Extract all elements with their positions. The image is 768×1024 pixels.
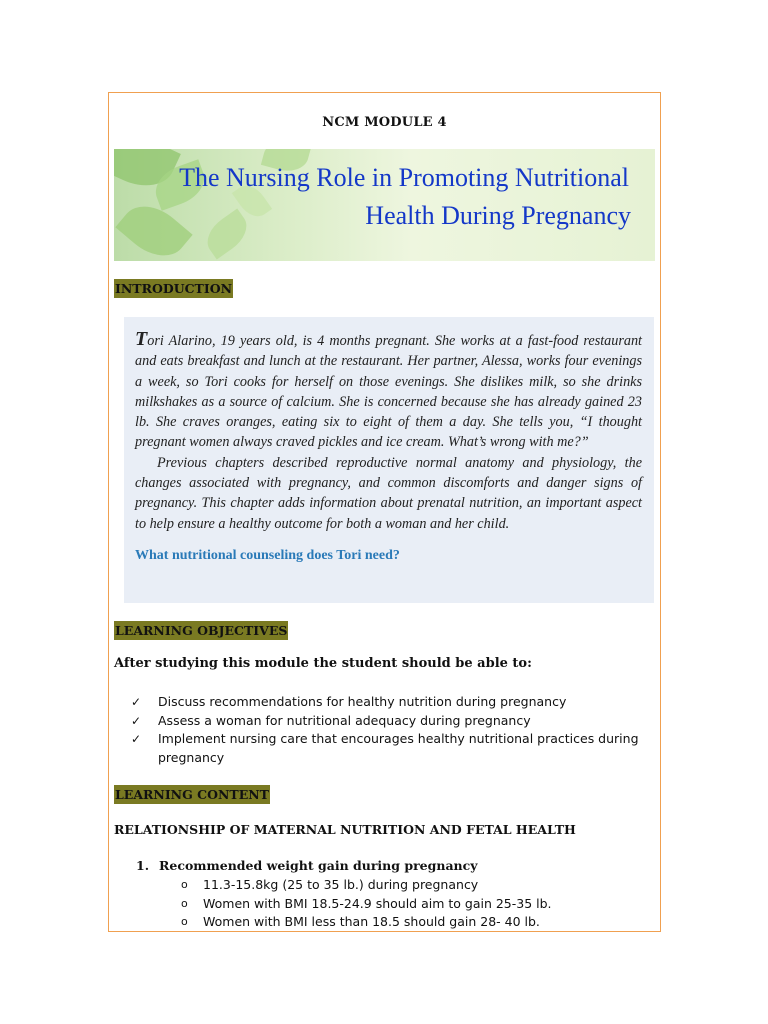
list-item-text: 11.3-15.8kg (25 to 35 lb.) during pregnancy <box>203 877 479 892</box>
circle-bullet-icon: o <box>181 915 188 928</box>
title-banner <box>114 149 655 261</box>
list-item <box>181 895 552 914</box>
banner-title-line2: Health During Pregnancy <box>365 201 631 230</box>
objectives-intro: After studying this module the student should be able to: <box>114 656 532 671</box>
circle-bullet-icon: o <box>181 896 188 910</box>
circle-bullet-icon: o <box>181 878 188 891</box>
case-paragraph-1 <box>135 329 642 453</box>
item-title: Recommended weight gain during pregnancy <box>159 858 478 873</box>
objectives-heading: LEARNING OBJECTIVES <box>115 623 288 638</box>
objective-text: Implement nursing care that encourages healthy nutritional practices during pregnancy <box>158 731 639 765</box>
case-paragraph-1-text: ori Alarino, 19 years old, is 4 months pregnant. She works at a fast-food restaurant and eats breakfast and lunch at the restaurant. Her partner, Alessa, works four evenings a week, so Tori cooks for herself on those evenings. She dislikes milk, so she drinks milkshakes as a source of calcium. She is concerned because she has already gained 23 lb. She craves oranges, eating six to eight of them a day. She tells you, “I thought pregnant women always craved pickles and ice cream. What’s wrong with me?” <box>135 333 642 451</box>
banner-title <box>114 159 631 235</box>
objective-text: Assess a woman for nutritional adequacy during pregnancy <box>158 712 531 728</box>
module-title: NCM MODULE 4 <box>322 115 447 130</box>
case-study-box <box>124 317 654 603</box>
content-heading: LEARNING CONTENT <box>115 787 269 802</box>
dropcap-letter: T <box>135 328 148 350</box>
weight-gain-list <box>181 876 552 932</box>
introduction-heading: INTRODUCTION <box>115 281 233 296</box>
objectives-list <box>131 693 661 767</box>
checkmark-icon: ✓ <box>131 695 142 709</box>
banner-title-line1: The Nursing Role in Promoting Nutritional <box>179 163 629 192</box>
objective-item <box>131 730 661 767</box>
checkmark-icon: ✓ <box>131 732 142 746</box>
numbered-item-1 <box>136 858 478 873</box>
section-heading: RELATIONSHIP OF MATERNAL NUTRITION AND FETAL HEALTH <box>114 822 576 837</box>
checkmark-icon: ✓ <box>131 713 142 728</box>
list-item-text: Women with BMI less than 18.5 should gain 28- 40 lb. <box>203 914 540 929</box>
document-page <box>108 92 661 932</box>
objective-text: Discuss recommendations for healthy nutrition during pregnancy <box>158 694 567 709</box>
case-question: What nutritional counseling does Tori need? <box>135 547 400 563</box>
list-item-text: Women with BMI 18.5-24.9 should aim to gain 25-35 lb. <box>203 895 552 911</box>
objective-item <box>131 693 661 712</box>
list-item <box>181 913 552 932</box>
list-item <box>181 876 552 895</box>
case-paragraph-2: Previous chapters described reproductive normal anatomy and physiology, the changes associated with pregnancy, and common discomforts and danger signs of pregnancy. This chapter adds information about prenatal nutrition, an important aspect to help ensure a healthy outcome for both a woman and her child. <box>135 454 642 532</box>
objective-item <box>131 712 661 731</box>
item-number: 1. <box>136 858 150 873</box>
